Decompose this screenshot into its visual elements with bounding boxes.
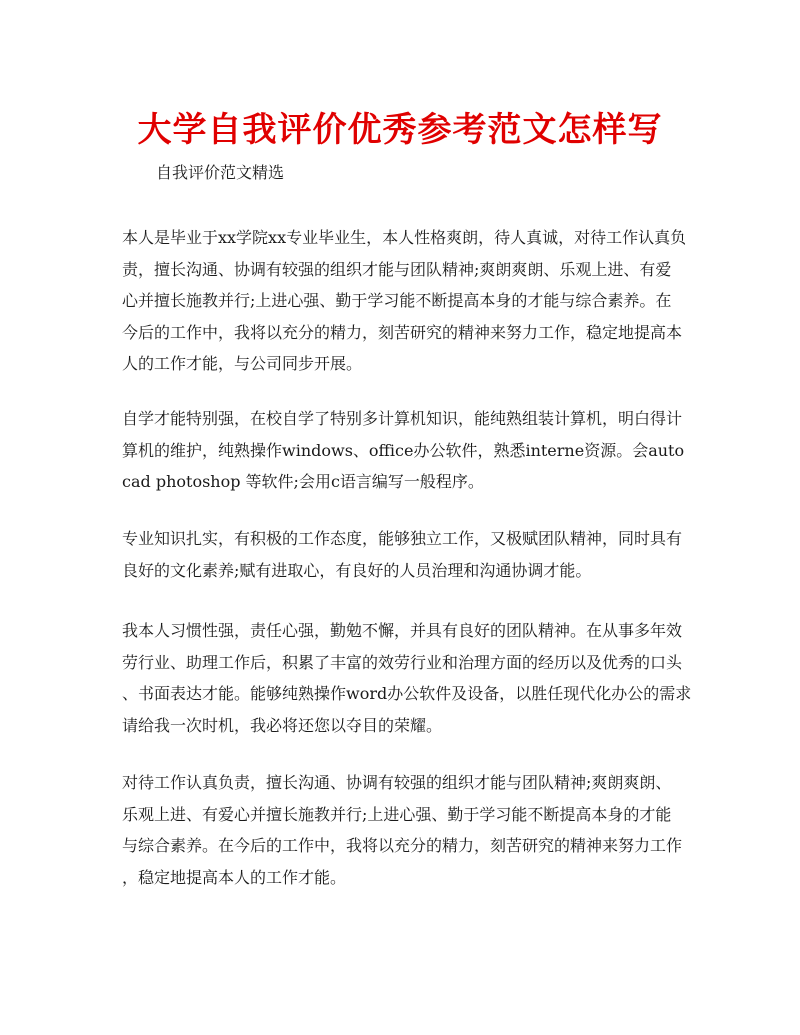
paragraph-5 <box>122 767 683 893</box>
paragraph-1 <box>122 222 687 380</box>
paragraph-2 <box>122 403 685 498</box>
paragraph-line: 我本人习惯性强，责任心强，勤勉不懈，并具有良好的团队精神。在从事多年效 <box>122 621 683 640</box>
document-title: 大学自我评价优秀参考范文怎样写 <box>137 110 663 150</box>
paragraph-line: 今后的工作中，我将以充分的精力，刻苦研究的精神来努力工作，稳定地提高本 <box>122 322 683 342</box>
paragraph-line: 请给我一次时机，我必将还您以夺目的荣耀。 <box>122 715 443 735</box>
paragraph-line: ，稳定地提高本人的工作才能。 <box>122 867 347 887</box>
paragraph-line: 责，擅长沟通、协调有较强的组织才能与团队精神;爽朗爽朗、乐观上进、有爱 <box>122 259 672 279</box>
paragraph-line: 自学才能特别强，在校自学了特别多计算机知识，能纯熟组装计算机，明白得计 <box>122 409 683 428</box>
paragraph-line: 人的工作才能，与公司同步开展。 <box>122 354 363 373</box>
paragraph-line: cad photoshop 等软件;会用c语言编写一般程序。 <box>122 472 484 491</box>
paragraph-line: 乐观上进、有爱心并擅长施教并行;上进心强、勤于学习能不断提高本身的才能 <box>122 804 672 824</box>
paragraph-line: 专业知识扎实，有积极的工作态度，能够独立工作，又极赋团队精神，同时具有 <box>122 529 683 548</box>
paragraph-line: 算机的维护，纯熟操作windows、office办公软件，熟悉interne资源。会auto <box>122 440 685 460</box>
document-subtitle: 自我评价范文精选 <box>156 163 285 182</box>
paragraph-line: 本人是毕业于xx学院xx专业毕业生，本人性格爽朗，待人真诚，对待工作认真负 <box>122 228 687 247</box>
paragraph-line: 与综合素养。在今后的工作中，我将以充分的精力，刻苦研究的精神来努力工作 <box>122 836 683 855</box>
paragraph-line: 、书面表达才能。能够纯熟操作word办公软件及设备，以胜任现代化办公的需求 <box>122 684 692 703</box>
paragraph-4 <box>122 615 692 741</box>
paragraph-3 <box>122 523 683 586</box>
paragraph-line: 劳行业、助理工作后，积累了丰富的效劳行业和治理方面的经历以及优秀的口头 <box>122 652 683 672</box>
paragraph-line: 心并擅长施教并行;上进心强、勤于学习能不断提高本身的才能与综合素养。在 <box>122 291 672 310</box>
paragraph-line: 对待工作认真负责，擅长沟通、协调有较强的组织才能与团队精神;爽朗爽朗、 <box>122 773 672 792</box>
paragraph-line: 良好的文化素养;赋有进取心，有良好的人员治理和沟通协调才能。 <box>122 560 592 580</box>
